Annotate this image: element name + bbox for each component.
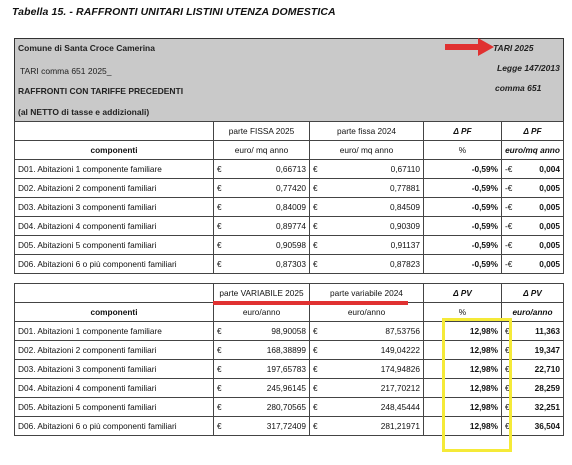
fixed-row-pct: -0,59% xyxy=(424,217,502,236)
fixed-header-2024: parte fissa 2024 xyxy=(310,122,424,141)
variable-header-row xyxy=(15,284,564,303)
euro-sign: € xyxy=(217,164,222,174)
fixed-diff-value: 0,005 xyxy=(539,259,560,269)
euro-sign: € xyxy=(313,402,318,412)
fixed-prev-value: 0,91137 xyxy=(390,240,420,250)
variable-componenti-label: componenti xyxy=(15,303,214,322)
variable-row-pct: 12,98% xyxy=(424,360,502,379)
fixed-diff-value: 0,005 xyxy=(539,202,560,212)
variable-cur-value: 280,70565 xyxy=(266,402,306,412)
variable-row-label: D01. Abitazioni 1 componente familiare xyxy=(15,322,214,341)
fixed-row xyxy=(15,160,564,179)
euro-sign: € xyxy=(505,383,510,393)
variable-row-prev xyxy=(310,417,424,436)
euro-sign: € xyxy=(505,364,510,374)
fixed-header-2025: parte FISSA 2025 xyxy=(214,122,310,141)
variable-cur-value: 197,65783 xyxy=(266,364,306,374)
comma-ref: comma 651 xyxy=(495,83,542,93)
euro-sign: € xyxy=(313,202,318,212)
euro-sign: € xyxy=(217,383,222,393)
variable-cur-value: 168,38899 xyxy=(266,345,306,355)
variable-row-label: D02. Abitazioni 2 componenti familiari xyxy=(15,341,214,360)
variable-cur-value: 317,72409 xyxy=(266,421,306,431)
variable-prev-value: 248,45444 xyxy=(380,402,420,412)
red-arrow-icon xyxy=(478,38,494,56)
variable-row-cur xyxy=(214,417,310,436)
variable-diff-value: 22,710 xyxy=(534,364,560,374)
variable-prev-value: 281,21971 xyxy=(380,421,420,431)
euro-sign: € xyxy=(217,183,222,193)
euro-sign: € xyxy=(217,326,222,336)
fixed-row-label: D03. Abitazioni 3 componenti familiari xyxy=(15,198,214,217)
variable-row-pct: 12,98% xyxy=(424,322,502,341)
variable-row-cur xyxy=(214,341,310,360)
variable-row-prev xyxy=(310,360,424,379)
euro-sign: -€ xyxy=(505,164,513,174)
fixed-row-label: D04. Abitazioni 4 componenti familiari xyxy=(15,217,214,236)
variable-header-empty xyxy=(15,284,214,303)
euro-sign: € xyxy=(217,364,222,374)
fixed-row-diff xyxy=(502,236,564,255)
variable-header-2025: parte VARIABILE 2025 xyxy=(214,284,310,303)
variable-row-prev xyxy=(310,322,424,341)
fixed-cur-value: 0,77420 xyxy=(276,183,306,193)
fixed-header-delta-pct: Δ PF xyxy=(424,122,502,141)
variable-cur-value: 245,96145 xyxy=(266,383,306,393)
fixed-cur-value: 0,66713 xyxy=(276,164,306,174)
fixed-unit-euro: euro/mq anno xyxy=(502,141,564,160)
fixed-row xyxy=(15,179,564,198)
variable-diff-value: 19,347 xyxy=(534,345,560,355)
variable-row-cur xyxy=(214,379,310,398)
variable-row-prev xyxy=(310,379,424,398)
fixed-row xyxy=(15,198,564,217)
variable-prev-value: 174,94826 xyxy=(380,364,420,374)
fixed-diff-value: 0,005 xyxy=(539,221,560,231)
table-title: Tabella 15. - RAFFRONTI UNITARI LISTINI UTENZA DOMESTICA xyxy=(12,6,336,18)
euro-sign: € xyxy=(313,421,318,431)
euro-sign: -€ xyxy=(505,259,513,269)
variable-row-label: D04. Abitazioni 4 componenti familiari xyxy=(15,379,214,398)
variable-row-cur xyxy=(214,398,310,417)
variable-row-label: D03. Abitazioni 3 componenti familiari xyxy=(15,360,214,379)
variable-row-pct: 12,98% xyxy=(424,417,502,436)
tari-year: TARI 2025 xyxy=(493,43,534,53)
fixed-unit-2025: euro/ mq anno xyxy=(214,141,310,160)
fixed-header-row xyxy=(15,122,564,141)
fixed-header-delta-euro: Δ PF xyxy=(502,122,564,141)
fixed-row-pct: -0,59% xyxy=(424,160,502,179)
variable-diff-value: 36,504 xyxy=(534,421,560,431)
fixed-row-cur xyxy=(214,236,310,255)
fixed-row-label: D01. Abitazioni 1 componente familiare xyxy=(15,160,214,179)
fixed-row-pct: -0,59% xyxy=(424,198,502,217)
euro-sign: € xyxy=(313,183,318,193)
fixed-componenti-label: componenti xyxy=(15,141,214,160)
fixed-row-label: D05. Abitazioni 5 componenti familiari xyxy=(15,236,214,255)
legge-ref: Legge 147/2013 xyxy=(497,63,560,73)
variable-unit-2025: euro/anno xyxy=(214,303,310,322)
variable-header-delta-pct: Δ PV xyxy=(424,284,502,303)
variable-header-delta-euro: Δ PV xyxy=(502,284,564,303)
euro-sign: € xyxy=(313,364,318,374)
euro-sign: € xyxy=(217,221,222,231)
fixed-row-diff xyxy=(502,179,564,198)
fixed-cur-value: 0,84009 xyxy=(276,202,306,212)
euro-sign: € xyxy=(217,421,222,431)
fixed-row-prev xyxy=(310,255,424,274)
euro-sign: € xyxy=(313,240,318,250)
variable-cur-value: 98,90058 xyxy=(271,326,306,336)
euro-sign: € xyxy=(217,345,222,355)
fixed-row-label: D02. Abitazioni 2 componenti familiari xyxy=(15,179,214,198)
euro-sign: € xyxy=(217,240,222,250)
variable-diff-value: 28,259 xyxy=(534,383,560,393)
variable-prev-value: 217,70212 xyxy=(380,383,420,393)
variable-diff-value: 11,363 xyxy=(535,326,560,336)
fixed-row-cur xyxy=(214,179,310,198)
fixed-row-diff xyxy=(502,198,564,217)
fixed-row-prev xyxy=(310,217,424,236)
euro-sign: € xyxy=(217,202,222,212)
fixed-row xyxy=(15,236,564,255)
fixed-unit-row xyxy=(15,141,564,160)
fixed-row-cur xyxy=(214,255,310,274)
fixed-row-pct: -0,59% xyxy=(424,255,502,274)
euro-sign: € xyxy=(505,402,510,412)
fixed-cur-value: 0,89774 xyxy=(276,221,306,231)
fixed-diff-value: 0,005 xyxy=(539,240,560,250)
fixed-row-diff xyxy=(502,255,564,274)
raffronti-label: RAFFRONTI CON TARIFFE PRECEDENTI xyxy=(18,86,184,96)
red-arrow-shaft xyxy=(445,44,480,50)
fixed-row-cur xyxy=(214,198,310,217)
euro-sign: € xyxy=(313,383,318,393)
variable-row-prev xyxy=(310,398,424,417)
fixed-part-table xyxy=(14,121,564,274)
euro-sign: -€ xyxy=(505,240,513,250)
variable-row-prev xyxy=(310,341,424,360)
fixed-prev-value: 0,67110 xyxy=(390,164,420,174)
fixed-cur-value: 0,87303 xyxy=(276,259,306,269)
euro-sign: € xyxy=(313,345,318,355)
euro-sign: € xyxy=(217,402,222,412)
euro-sign: € xyxy=(313,221,318,231)
euro-sign: -€ xyxy=(505,221,513,231)
fixed-diff-value: 0,005 xyxy=(539,183,560,193)
euro-sign: -€ xyxy=(505,183,513,193)
euro-sign: € xyxy=(217,259,222,269)
fixed-row-prev xyxy=(310,236,424,255)
euro-sign: € xyxy=(505,326,510,336)
variable-prev-value: 149,04222 xyxy=(380,345,420,355)
euro-sign: € xyxy=(313,326,318,336)
fixed-row xyxy=(15,217,564,236)
municipality-name: Comune di Santa Croce Camerina xyxy=(18,43,155,53)
fixed-row-diff xyxy=(502,217,564,236)
fixed-prev-value: 0,84509 xyxy=(390,202,420,212)
fixed-header-empty xyxy=(15,122,214,141)
yellow-highlight-box xyxy=(442,318,512,452)
variable-row-pct: 12,98% xyxy=(424,341,502,360)
variable-row-label: D05. Abitazioni 5 componenti familiari xyxy=(15,398,214,417)
euro-sign: -€ xyxy=(505,202,513,212)
euro-sign: € xyxy=(505,345,510,355)
variable-row-cur xyxy=(214,360,310,379)
fixed-row-prev xyxy=(310,198,424,217)
variable-unit-euro: euro/anno xyxy=(502,303,564,322)
red-underline-highlight xyxy=(213,301,408,305)
fixed-diff-value: 0,004 xyxy=(539,164,560,174)
netto-note: (al NETTO di tasse e addizionali) xyxy=(18,107,150,117)
fixed-row-label: D06. Abitazioni 6 o più componenti familiari xyxy=(15,255,214,274)
fixed-row-cur xyxy=(214,160,310,179)
fixed-row-prev xyxy=(310,179,424,198)
fixed-cur-value: 0,90598 xyxy=(276,240,306,250)
fixed-prev-value: 0,90309 xyxy=(390,221,420,231)
variable-row-pct: 12,98% xyxy=(424,379,502,398)
fixed-row-pct: -0,59% xyxy=(424,236,502,255)
variable-row-cur xyxy=(214,322,310,341)
fixed-unit-pct: % xyxy=(424,141,502,160)
fixed-unit-2024: euro/ mq anno xyxy=(310,141,424,160)
fixed-row-prev xyxy=(310,160,424,179)
euro-sign: € xyxy=(505,421,510,431)
variable-diff-value: 32,251 xyxy=(534,402,560,412)
fixed-row-pct: -0,59% xyxy=(424,179,502,198)
fixed-row xyxy=(15,255,564,274)
variable-row-pct: 12,98% xyxy=(424,398,502,417)
variable-unit-2024: euro/anno xyxy=(310,303,424,322)
fixed-prev-value: 0,87823 xyxy=(390,259,420,269)
variable-unit-pct: % xyxy=(424,303,502,322)
variable-prev-value: 87,53756 xyxy=(385,326,420,336)
variable-row-label: D06. Abitazioni 6 o più componenti familiari xyxy=(15,417,214,436)
euro-sign: € xyxy=(313,259,318,269)
fixed-prev-value: 0,77881 xyxy=(390,183,420,193)
fixed-row-cur xyxy=(214,217,310,236)
variable-header-2024: parte variabile 2024 xyxy=(310,284,424,303)
fixed-row-diff xyxy=(502,160,564,179)
tari-comma: TARI comma 651 2025_ xyxy=(20,66,112,76)
euro-sign: € xyxy=(313,164,318,174)
